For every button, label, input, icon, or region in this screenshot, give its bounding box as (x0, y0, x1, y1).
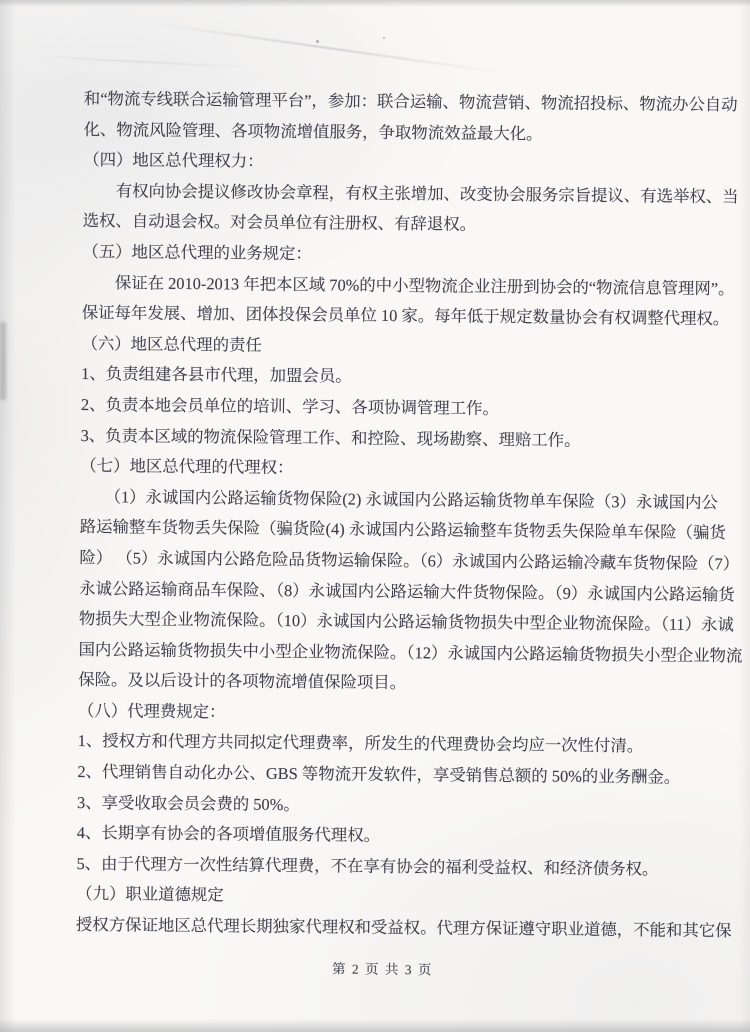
text-line: 保证在 2010-2013 年把本区域 70%的中小型物流企业注册到协会的“物流信息管理网”。 (82, 272, 735, 298)
text-line: （八）代理费规定： (77, 700, 226, 722)
page-number-footer: 第 2 页 共 3 页 (332, 961, 434, 978)
text-line: （六）地区总代理的责任 (81, 333, 262, 355)
text-line: （七）地区总代理的代理权： (80, 456, 294, 478)
text-line: 物损失大型企业物流保险。（10）永诚国内公路运输货物损失中型企业物流保险。（11）永诚 (78, 609, 734, 635)
document-body (75, 84, 743, 988)
text-line: 1、授权方和代理方共同拟定代理费率，所发生的代理费协会均应一次性付清。 (77, 731, 644, 756)
text-line: 1、负责组建各县市代理，加盟会员。 (81, 364, 352, 386)
text-line: 授权方保证地区总代理长期独家代理权和受益权。代理方保证遵守职业道德，不能和其它保 (75, 914, 732, 941)
text-line: （四）地区总代理权力： (83, 150, 264, 171)
scan-crease-mark (150, 22, 507, 74)
text-line: 2、代理销售自动化办公、GBS 等物流开发软件，享受销售总额的 50%的业务酬金。 (77, 762, 681, 787)
scan-edge-shadow (0, 322, 6, 400)
text-line: 5、由于代理方一次性结算代理费，不在享有协会的福利受益权、和经济债务权。 (76, 853, 659, 879)
text-line: 有权向协会提议修改协会章程，有权主张增加、改变协会服务宗旨提议、有选举权、当 (82, 180, 739, 207)
text-line: 路运输整车货物丢失保险（骗货险(4) 永诚国内公路运输整车货物丢失保险单车保险（骗货 (79, 517, 726, 543)
scan-speck (316, 40, 319, 43)
text-line: 3、享受收取会员会费的 50%。 (77, 792, 300, 814)
text-line: （1）永诚国内公路运输货物保险(2) 永诚国内公路运输货物单车保险（3）永诚国内公 (79, 486, 718, 512)
text-line: 保证每年发展、增加、团体投保会员单位 10 家。每年低于规定数量协会有权调整代理权。 (81, 303, 730, 329)
scan-speck (383, 37, 385, 39)
text-line: 选权、自动退会权。对会员单位有注册权、有辞退权。 (82, 211, 477, 235)
text-line: 3、负责本区域的物流保险管理工作、和控险、现场勘察、理赔工作。 (80, 425, 581, 450)
text-line: 化、物流风险管理、各项物流增值服务，争取物流效益最大化。 (83, 119, 543, 143)
text-line: 和“物流专线联合运输管理平台”，参加：联合运输、物流营销、物流招投标、物流办公自动 (83, 88, 738, 115)
text-line: （九）职业道德规定 (76, 884, 224, 905)
text-line: （五）地区总代理的业务规定： (82, 241, 312, 264)
text-line: 4、长期享有协会的各项增值服务代理权。 (76, 823, 381, 846)
text-line: 险） （5）永诚国内公路危险品货物运输保险。（6）永诚国内公路运输冷藏车货物保险（7） (79, 547, 740, 574)
text-line: 永诚公路运输商品车保险、（8）永诚国内公路运输大件货物保险。（9）永诚国内公路运输货 (79, 578, 735, 604)
text-line: 保险。及以后设计的各项物流增值保险项目。 (78, 670, 407, 693)
scan-crease-mark (30, 55, 250, 69)
text-line: 2、负责本地会员单位的培训、学习、各项协调管理工作。 (80, 394, 499, 418)
text-line: 国内公路运输货物损失中小型企业物流保险。（12）永诚国内公路运输货物损失小型企业物流 (78, 639, 743, 666)
